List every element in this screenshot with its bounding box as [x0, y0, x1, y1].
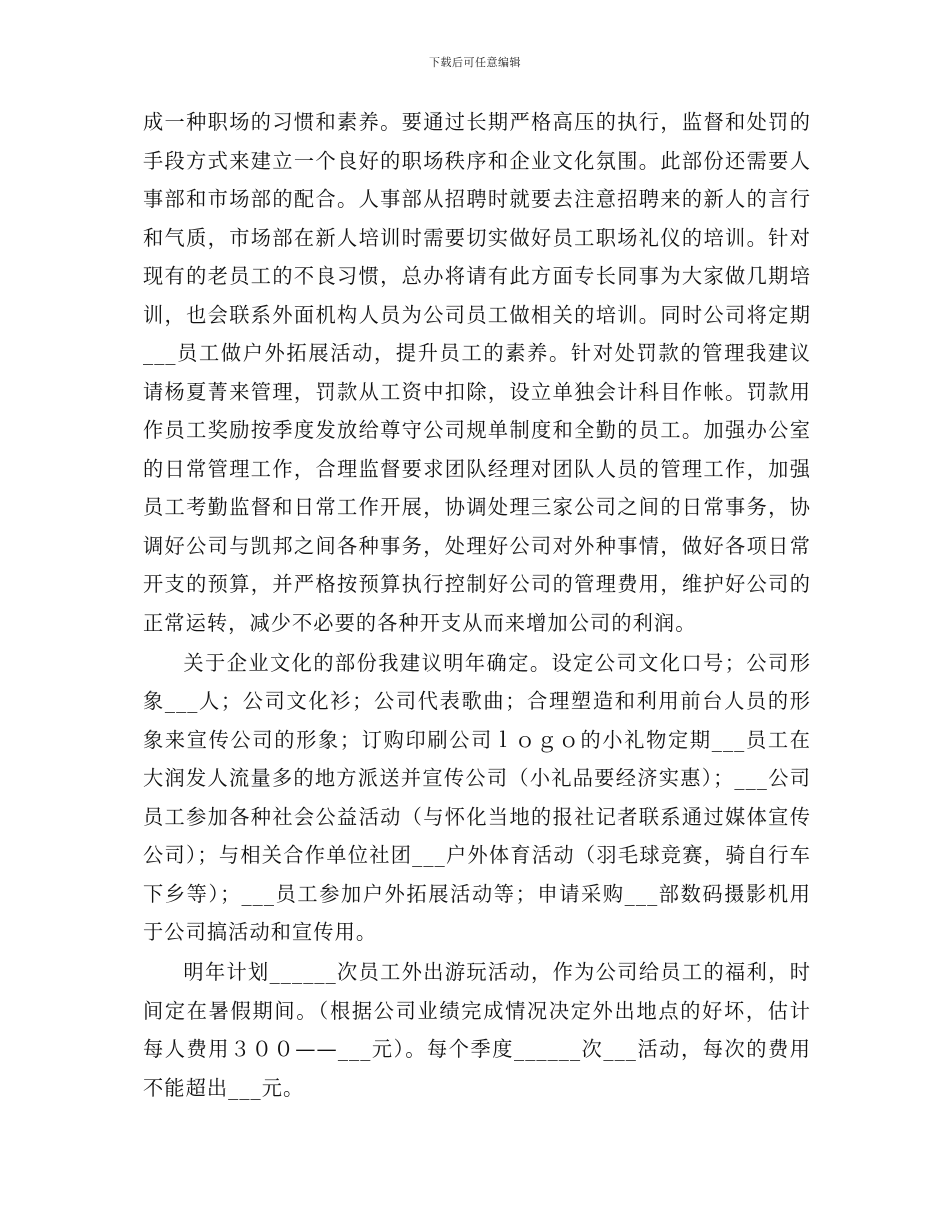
paragraph-management: 成一种职场的习惯和素养。要通过长期严格高压的执行，监督和处罚的手段方式来建立一个良好的职场秩序和企业文化氛围。此部份还需要人事部和市场部的配合。人事部从招聘时就要去注意招聘来的新人的言行和气质，市场部在新人培训时需要切实做好员工职场礼仪的培训。针对现有的老员工的不良习惯，总办将请有此方面专长同事为大家做几期培训，也会联系外面机构人员为公司员工做相关的培训。同时公司将定期___员工做户外拓展活动，提升员工的素养。针对处罚款的管理我建议请杨夏菁来管理，罚款从工资中扣除，设立单独会计科目作帐。罚款用作员工奖励按季度发放给尊守公司规单制度和全勤的员工。加强办公室的日常管理工作，合理监督要求团队经理对团队人员的管理工作，加强员工考勤监督和日常工作开展，协调处理三家公司之间的日常事务，协调好公司与凯邦之间各种事务，处理好公司对外种事情，做好各项日常开支的预算，并严格按预算执行控制好公司的管理费用，维护好公司的正常运转，减少不必要的各种开支从而来增加公司的利润。 — [143, 110, 811, 635]
paragraph-corporate-culture: 关于企业文化的部份我建议明年确定。设定公司文化口号；公司形象___人；公司文化衫；公司代表歌曲；合理塑造和利用前台人员的形象来宣传公司的形象；订购印刷公司ｌｏｇｏ的小礼物定期___员工在大润发人流量多的地方派送并宣传公司（小礼品要经济实惠）；___公司员工参加各种社会公益活动（与怀化当地的报社记者联系通过媒体宣传公司）；与相关合作单位社团___户外体育活动（羽毛球竞赛，骑自行车下乡等）；___员工参加户外拓展活动等；申请采购___部数码摄影机用于公司搞活动和宣传用。 — [143, 650, 811, 944]
document-body — [143, 103, 811, 1109]
paragraph-annual-plan: 明年计划______次员工外出游玩活动，作为公司给员工的福利，时间定在暑假期间。（根据公司业绩完成情况决定外出地点的好坏，估计每人费用３００——___元）。每个季度______次___活动，每次的费用不能超出___元。 — [143, 960, 811, 1100]
page-header: 下载后可任意编辑 — [429, 56, 521, 69]
